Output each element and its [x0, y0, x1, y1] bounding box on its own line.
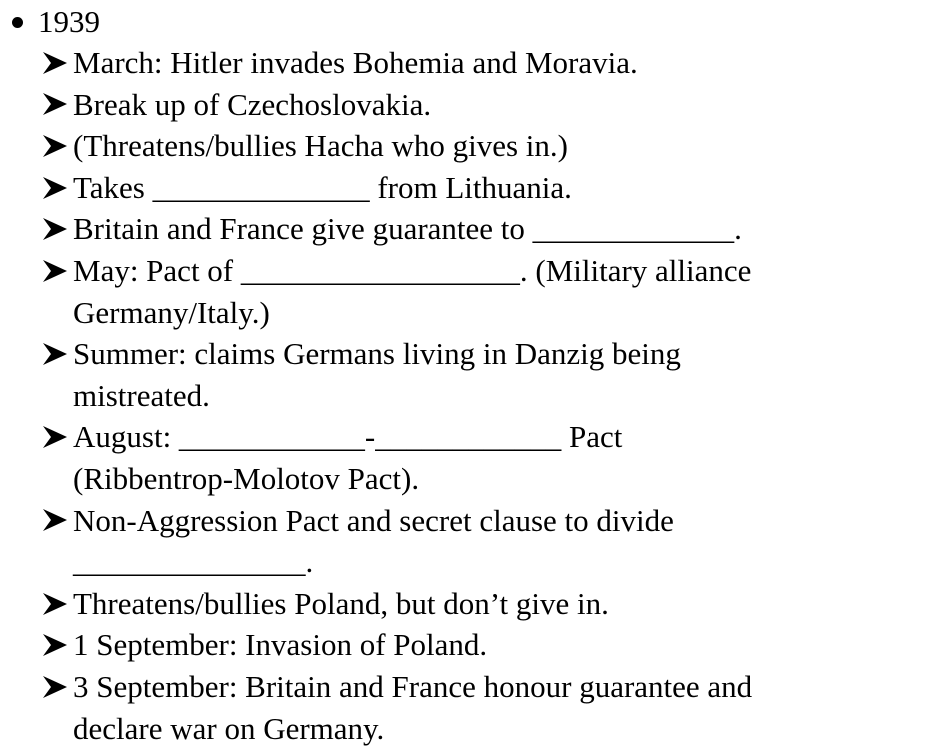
- list-item-text: [73, 583, 922, 625]
- list-item-text: [73, 666, 922, 749]
- list-item-text: [73, 250, 922, 333]
- list-item-line: Britain and France give guarantee to _____________.: [73, 211, 742, 247]
- filled-circle-bullet-icon: [12, 17, 23, 28]
- arrowhead-bullet-icon: [42, 167, 73, 209]
- arrowhead-bullet-icon: [42, 250, 73, 292]
- list-item-text: [73, 208, 922, 250]
- list-item-line: declare war on Germany.: [73, 710, 385, 746]
- list-item-text: [73, 167, 922, 209]
- list-item-line: (Ribbentrop-Molotov Pact).: [73, 460, 420, 496]
- arrowhead-bullet-icon: [42, 208, 73, 250]
- list-item-text: [73, 84, 922, 126]
- list-item-line: 1 September: Invasion of Poland.: [73, 627, 488, 663]
- arrowhead-bullet-icon: [42, 624, 73, 666]
- list-item: [42, 167, 922, 209]
- list-item-text: [73, 42, 922, 84]
- list-item-line: (Threatens/bullies Hacha who gives in.): [73, 128, 568, 164]
- arrowhead-bullet-icon: [42, 125, 73, 167]
- list-item: [42, 250, 922, 333]
- list-item: [42, 84, 922, 126]
- list-item-line: Takes ______________ from Lithuania.: [73, 169, 572, 205]
- list-item-line: May: Pact of __________________. (Military alliance: [73, 252, 752, 288]
- list-item: [42, 624, 922, 666]
- list-item-line: mistreated.: [73, 377, 210, 413]
- list-item-line: Threatens/bullies Poland, but don’t give in.: [73, 585, 609, 621]
- arrowhead-bullet-icon: [42, 583, 73, 625]
- list-item: [42, 125, 922, 167]
- list-item: [42, 666, 922, 749]
- list-item-line: August: ____________-____________ Pact: [73, 419, 623, 455]
- list-item-text: [73, 333, 922, 416]
- list-item: [42, 500, 922, 583]
- list-item-line: Non-Aggression Pact and secret clause to divide: [73, 502, 674, 538]
- heading-year: 1939: [38, 4, 100, 39]
- list-item-line: Break up of Czechoslovakia.: [73, 86, 432, 122]
- bullet-list: [42, 42, 922, 749]
- list-item-text: [73, 500, 922, 583]
- arrowhead-bullet-icon: [42, 416, 73, 458]
- list-item-line: 3 September: Britain and France honour guarantee and: [73, 668, 753, 704]
- list-item: [42, 583, 922, 625]
- arrowhead-bullet-icon: [42, 84, 73, 126]
- list-item: [42, 42, 922, 84]
- list-item-line: Germany/Italy.): [73, 294, 270, 330]
- list-item-text: [73, 416, 922, 499]
- arrowhead-bullet-icon: [42, 333, 73, 375]
- list-item-text: [73, 125, 922, 167]
- list-item-text: [73, 624, 922, 666]
- arrowhead-bullet-icon: [42, 666, 73, 708]
- heading-row: [10, 2, 100, 42]
- list-item: [42, 208, 922, 250]
- list-item: [42, 333, 922, 416]
- list-item-line: Summer: claims Germans living in Danzig being: [73, 336, 681, 372]
- list-item-line: _______________.: [73, 544, 314, 580]
- arrowhead-bullet-icon: [42, 500, 73, 542]
- arrowhead-bullet-icon: [42, 42, 73, 84]
- list-item: [42, 416, 922, 499]
- list-item-line: March: Hitler invades Bohemia and Moravia.: [73, 45, 638, 80]
